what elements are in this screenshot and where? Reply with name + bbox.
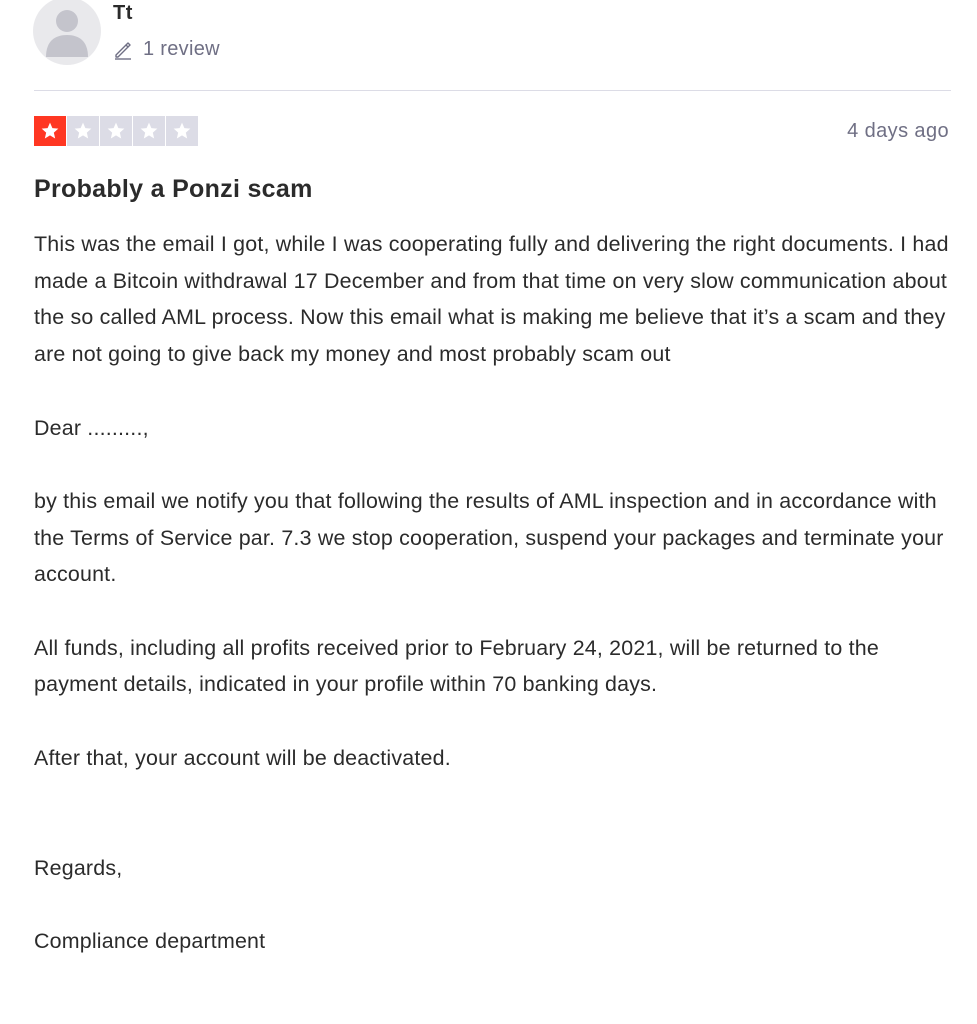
review-count-label: 1 review — [143, 38, 220, 60]
star-icon — [100, 116, 132, 146]
review-paragraph: All funds, including all profits received prior to February 24, 2021, will be returned to the payment details, indicated in your profile within 70 banking days. — [34, 635, 879, 697]
star-rating — [34, 116, 198, 146]
avatar[interactable] — [33, 0, 101, 65]
pencil-icon — [113, 40, 133, 60]
user-silhouette-icon — [33, 0, 101, 65]
review-paragraph: Compliance department — [34, 929, 266, 954]
review-title[interactable]: Probably a Ponzi scam — [34, 175, 313, 203]
review-paragraph: by this email we notify you that following the results of AML inspection and in accordance with the Terms of Service par. 7.3 we stop cooperation, suspend your packages and terminate your account. — [34, 488, 944, 587]
review-date: 4 days ago — [847, 120, 949, 142]
star-icon — [133, 116, 165, 146]
divider — [34, 90, 951, 91]
review-count — [113, 38, 220, 61]
star-icon — [34, 116, 66, 146]
star-icon — [67, 116, 99, 146]
review-paragraph: Regards, — [34, 855, 123, 880]
review-paragraph: Dear ........., — [34, 415, 149, 440]
reviewer-name[interactable]: Tt — [113, 2, 133, 24]
star-icon — [166, 116, 198, 146]
review-paragraph: This was the email I got, while I was cooperating fully and delivering the right documents. I had made a Bitcoin withdrawal 17 December and from that time on very slow communication about the so called AML process. Now this email what is making me believe that it’s a scam and they are not going to give back my money and most probably scam out — [34, 232, 949, 367]
review-body — [34, 226, 954, 997]
review-paragraph: After that, your account will be deactivated. — [34, 745, 451, 770]
